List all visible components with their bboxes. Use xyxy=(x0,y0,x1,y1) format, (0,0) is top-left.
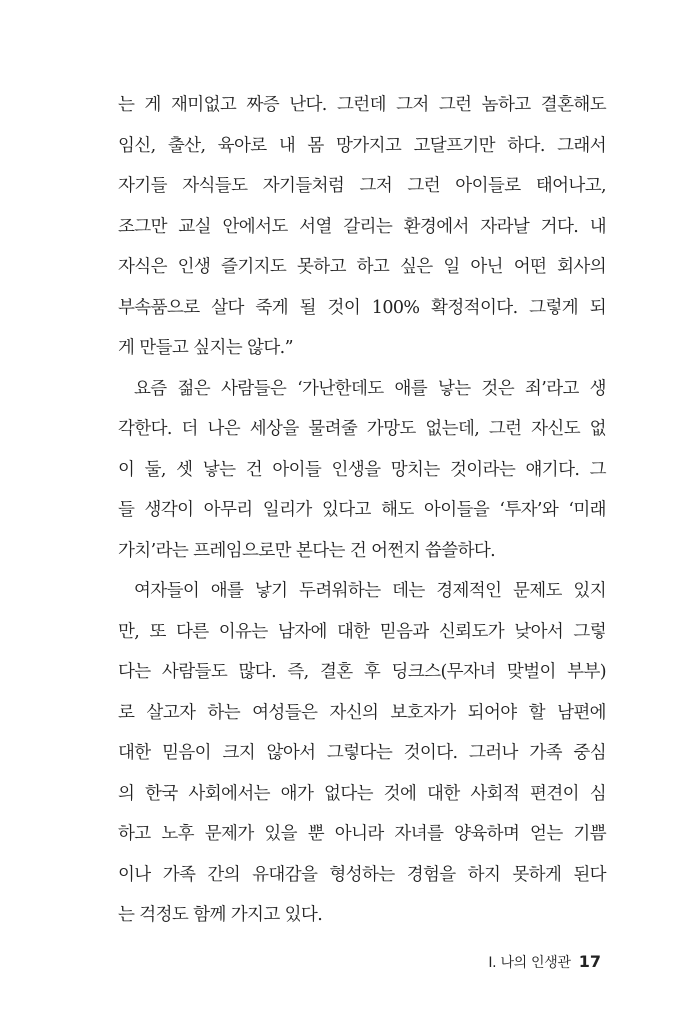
page-footer xyxy=(488,952,601,976)
body-text-line: 게 만들고 싶지는 않다.” xyxy=(118,338,293,358)
page-number: 17 xyxy=(578,952,601,971)
body-text-line: 는 걱정도 함께 가지고 있다. xyxy=(118,905,323,925)
body-text-line: 하고 노후 문제가 있을 뿐 아니라 자녀를 양육하며 얻는 기쁨 xyxy=(118,824,606,844)
body-text-line: 대한 믿음이 크지 않아서 그렇다는 것이다. 그러나 가족 중심 xyxy=(118,743,606,763)
body-text-line: 이나 가족 간의 유대감을 형성하는 경험을 하지 못하게 된다 xyxy=(118,864,606,885)
body-text-line: 자식은 인생 즐기지도 못하고 하고 싶은 일 아닌 어떤 회사의 xyxy=(118,257,606,277)
body-text-line: 이 둘, 셋 낳는 건 아이들 인생을 망치는 것이라는 얘기다. 그 xyxy=(118,459,606,480)
body-text-line: 의 한국 사회에서는 애가 없다는 것에 대한 사회적 편견이 심 xyxy=(118,783,606,804)
body-text-line: 로 살고자 하는 여성들은 자신의 보호자가 되어야 할 남편에 xyxy=(118,702,606,723)
body-text-line: 부속품으로 살다 죽게 될 것이 100% 확정적이다. 그렇게 되 xyxy=(118,297,606,318)
body-text-line: 다는 사람들도 많다. 즉, 결혼 후 딩크스(무자녀 맞벌이 부부) xyxy=(118,662,606,682)
body-text-line: 자기들 자식들도 자기들처럼 그저 그런 아이들로 태어나고, xyxy=(118,176,606,196)
body-text-line: 조그만 교실 안에서도 서열 갈리는 환경에서 자라날 거다. 내 xyxy=(118,216,606,237)
running-footer-chapter: Ⅰ. 나의 인생관 xyxy=(488,955,571,971)
body-text-line: 각한다. 더 나은 세상을 물려줄 가망도 없는데, 그런 자신도 없 xyxy=(118,419,606,439)
body-text-line: 요즘 젊은 사람들은 ‘가난한데도 애를 낳는 것은 죄’라고 생 xyxy=(134,378,606,399)
body-text-line: 여자들이 애를 낳기 두려워하는 데는 경제적인 문제도 있지 xyxy=(134,581,606,601)
body-text-line: 만, 또 다른 이유는 남자에 대한 믿음과 신뢰도가 낮아서 그렇 xyxy=(118,621,606,642)
body-text-line: 들 생각이 아무리 일리가 있다고 해도 아이들을 ‘투자’와 ‘미래 xyxy=(118,500,606,520)
body-text-line: 임신, 출산, 육아로 내 몸 망가지고 고달프기만 하다. 그래서 xyxy=(118,135,606,156)
body-text-line: 는 게 재미없고 짜증 난다. 그런데 그저 그런 놈하고 결혼해도 xyxy=(118,95,606,115)
body-text-line: 가치’라는 프레임으로만 본다는 건 어쩐지 씁쓸하다. xyxy=(118,540,496,561)
